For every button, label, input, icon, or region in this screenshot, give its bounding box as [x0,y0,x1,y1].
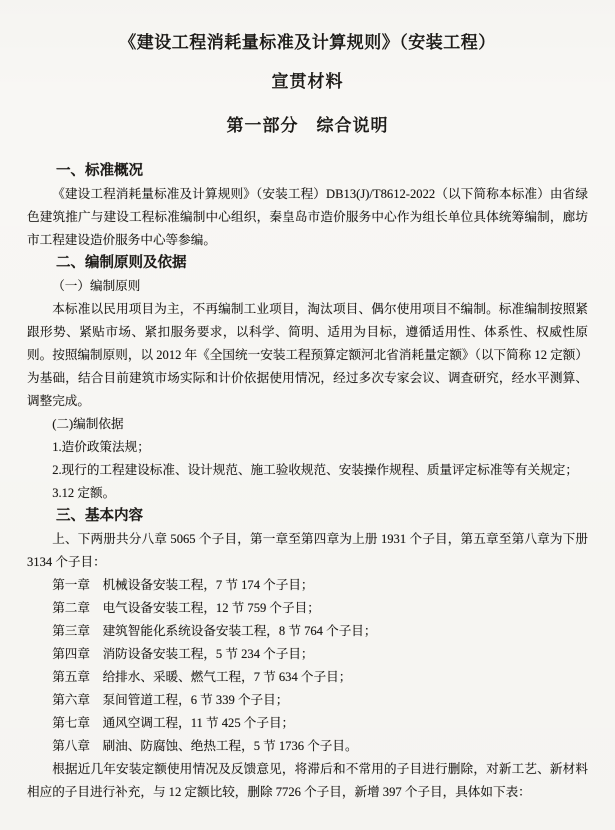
doc-title: 《建设工程消耗量标准及计算规则》（安装工程） [119,33,496,52]
document-body [0,160,615,804]
part-heading: 第一部分 综合说明 [226,116,389,135]
section-2-heading: 二、编制原则及依据 [56,255,187,271]
subsection-2-1-heading: （一）编制原则 [52,279,141,293]
section-3-heading: 三、基本内容 [56,508,143,524]
subsection-2-2-heading: (二)编制依据 [52,417,124,431]
basis-list-item-3: 3.12 定额。 [52,486,116,500]
chapter-list-item-6: 第六章 泵间管道工程，6 节 339 个子目； [52,693,289,707]
chapter-list-item-2: 第二章 电气设备安装工程，12 节 759 个子目； [52,601,320,615]
basis-list-item-2: 2.现行的工程建设标准、设计规范、施工验收规范、安装操作规程、质量评定标准等有关规定； [52,463,578,477]
chapter-list-item-7: 第七章 通风空调工程，11 节 425 个子目； [52,716,295,730]
chapter-list-item-5: 第五章 给排水、采暖、燃气工程，7 节 634 个子目； [52,670,352,684]
section-3-revision-paragraph: 根据近几年安装定额使用情况及反馈意见，将滞后和不常用的子目进行删除，对新工艺、新材料相应的子目进行补充，与 12 定额比较，删除 7726 个子目，新增 397 个子目，具体如下表： [27,762,588,799]
section-1-intro-paragraph: 《建设工程消耗量标准及计算规则》（安装工程）DB13(J)/T8612-2022（以下简称本标准）由省绿色建筑推广与建设工程标准编制中心组织，秦皇岛市造价服务中心作为组长单位具体统筹编制，廊坊市工程建设造价服务中心等参编。 [27,187,588,247]
chapter-list-item-3: 第三章 建筑智能化系统设备安装工程，8 节 764 个子目； [52,624,377,638]
chapter-list-item-8: 第八章 刷油、防腐蚀、绝热工程，5 节 1736 个子目。 [52,739,358,753]
section-1-heading: 一、标准概况 [56,163,143,179]
doc-subtitle: 宣贯材料 [271,72,344,91]
section-3-summary-paragraph: 上、下两册共分八章 5065 个子目，第一章至第四章为上册 1931 个子目，第五章至第八章为下册 3134 个子目： [27,532,588,569]
chapter-list-item-1: 第一章 机械设备安装工程，7 节 174 个子目； [52,578,314,592]
section-2-principles-paragraph: 本标准以民用项目为主，不再编制工业项目，淘汰项目、偶尔使用项目不编制。标准编制按照紧跟形势、紧贴市场、紧扣服务要求，以科学、简明、适用为目标，遵循适用性、体系性、权威性原则。按照编制原则，以 2012 年《全国统一安装工程预算定额河北省消耗量定额》（以下简称 12 定额）为基础，结合目前建筑市场实际和计价依据使用情况，经过多次专家会议、调查研究，经水平测算、调整完成。 [27,302,588,408]
basis-list-item-1: 1.造价政策法规； [52,440,150,454]
chapter-list-item-4: 第四章 消防设备安装工程，5 节 234 个子目； [52,647,314,661]
document-header [0,0,615,135]
